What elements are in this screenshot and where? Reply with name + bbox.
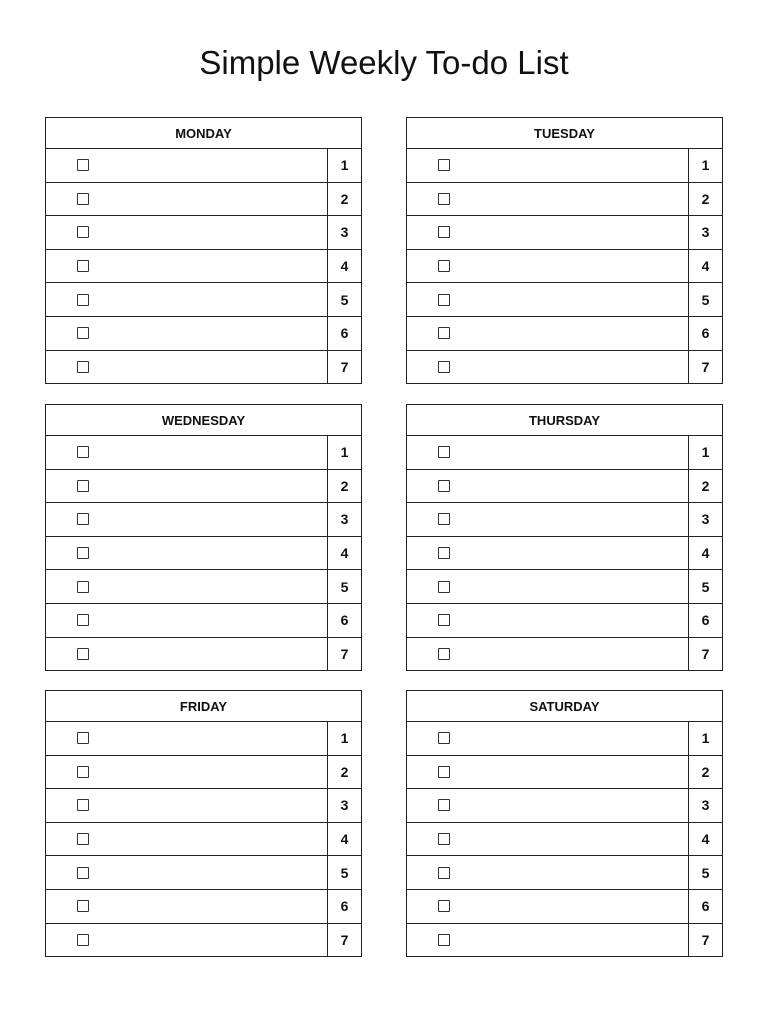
task-entry-field[interactable] <box>407 470 689 503</box>
task-checkbox[interactable] <box>77 159 89 171</box>
wednesday-table <box>45 404 362 671</box>
task-number: 7 <box>701 932 710 949</box>
task-number: 4 <box>340 545 349 562</box>
task-row <box>407 470 722 504</box>
task-entry-field[interactable] <box>46 856 328 889</box>
task-number: 5 <box>340 578 349 595</box>
task-row <box>407 351 722 385</box>
task-entry-field[interactable] <box>46 436 328 469</box>
task-checkbox[interactable] <box>77 193 89 205</box>
task-checkbox[interactable] <box>77 614 89 626</box>
task-row <box>407 537 722 571</box>
task-row <box>46 604 361 638</box>
task-number: 3 <box>701 797 710 814</box>
task-checkbox[interactable] <box>77 934 89 946</box>
task-row <box>407 823 722 857</box>
task-checkbox[interactable] <box>438 934 450 946</box>
task-checkbox[interactable] <box>438 648 450 660</box>
task-entry-field[interactable] <box>46 283 328 316</box>
task-row <box>407 283 722 317</box>
task-row <box>407 856 722 890</box>
monday-header: MONDAY <box>46 118 361 149</box>
task-checkbox[interactable] <box>438 159 450 171</box>
task-entry-field[interactable] <box>46 216 328 249</box>
task-checkbox[interactable] <box>438 547 450 559</box>
task-number: 6 <box>340 898 349 915</box>
tuesday-header: TUESDAY <box>407 118 722 149</box>
task-row <box>46 216 361 250</box>
task-checkbox[interactable] <box>77 547 89 559</box>
task-checkbox[interactable] <box>438 900 450 912</box>
task-row <box>46 856 361 890</box>
task-number: 5 <box>340 291 349 308</box>
task-entry-field[interactable] <box>407 537 689 570</box>
task-number: 3 <box>701 224 710 241</box>
task-entry-field[interactable] <box>407 570 689 603</box>
task-entry-field[interactable] <box>407 351 689 385</box>
task-checkbox[interactable] <box>438 260 450 272</box>
task-entry-field[interactable] <box>407 250 689 283</box>
task-row <box>407 604 722 638</box>
task-number: 1 <box>701 444 710 461</box>
task-number: 2 <box>701 477 710 494</box>
task-entry-field[interactable] <box>46 638 328 672</box>
task-row <box>407 890 722 924</box>
task-entry-field[interactable] <box>46 756 328 789</box>
task-number: 2 <box>340 763 349 780</box>
task-checkbox[interactable] <box>438 614 450 626</box>
task-row <box>46 638 361 672</box>
task-number: 3 <box>340 797 349 814</box>
thursday-table <box>406 404 723 671</box>
task-entry-field[interactable] <box>407 756 689 789</box>
task-row <box>46 890 361 924</box>
task-number: 2 <box>701 763 710 780</box>
task-entry-field[interactable] <box>407 823 689 856</box>
task-row <box>407 570 722 604</box>
task-row <box>407 149 722 183</box>
task-number: 4 <box>701 545 710 562</box>
task-number: 2 <box>340 190 349 207</box>
task-entry-field[interactable] <box>46 537 328 570</box>
task-checkbox[interactable] <box>77 799 89 811</box>
thursday-header: THURSDAY <box>407 405 722 436</box>
task-row <box>407 638 722 672</box>
task-row <box>46 351 361 385</box>
task-checkbox[interactable] <box>77 260 89 272</box>
task-row <box>407 250 722 284</box>
task-entry-field[interactable] <box>407 149 689 182</box>
task-checkbox[interactable] <box>77 867 89 879</box>
task-checkbox[interactable] <box>438 327 450 339</box>
task-checkbox[interactable] <box>438 799 450 811</box>
task-entry-field[interactable] <box>407 436 689 469</box>
task-checkbox[interactable] <box>77 446 89 458</box>
task-number: 3 <box>340 511 349 528</box>
task-row <box>46 503 361 537</box>
task-entry-field[interactable] <box>407 789 689 822</box>
task-checkbox[interactable] <box>77 900 89 912</box>
task-number: 7 <box>340 932 349 949</box>
task-checkbox[interactable] <box>438 361 450 373</box>
task-row <box>407 436 722 470</box>
task-row <box>46 823 361 857</box>
task-number: 7 <box>340 646 349 663</box>
task-number: 1 <box>340 157 349 174</box>
task-checkbox[interactable] <box>438 513 450 525</box>
task-checkbox[interactable] <box>77 833 89 845</box>
task-number: 5 <box>701 864 710 881</box>
task-checkbox[interactable] <box>438 193 450 205</box>
task-entry-field[interactable] <box>407 604 689 637</box>
task-checkbox[interactable] <box>438 581 450 593</box>
task-entry-field[interactable] <box>407 856 689 889</box>
task-entry-field[interactable] <box>407 317 689 350</box>
task-checkbox[interactable] <box>438 766 450 778</box>
task-row <box>46 756 361 790</box>
task-number: 6 <box>701 612 710 629</box>
task-entry-field[interactable] <box>46 722 328 755</box>
task-row <box>46 570 361 604</box>
task-number: 6 <box>340 612 349 629</box>
task-checkbox[interactable] <box>438 294 450 306</box>
task-entry-field[interactable] <box>46 604 328 637</box>
task-entry-field[interactable] <box>46 570 328 603</box>
task-checkbox[interactable] <box>77 766 89 778</box>
task-row <box>407 216 722 250</box>
task-entry-field[interactable] <box>407 183 689 216</box>
task-row <box>46 789 361 823</box>
task-row <box>407 722 722 756</box>
task-number: 4 <box>701 258 710 275</box>
task-number: 1 <box>340 730 349 747</box>
task-row <box>407 503 722 537</box>
task-number: 6 <box>701 325 710 342</box>
task-checkbox[interactable] <box>77 226 89 238</box>
task-number: 2 <box>701 190 710 207</box>
task-number: 1 <box>701 730 710 747</box>
task-entry-field[interactable] <box>46 317 328 350</box>
task-row <box>46 537 361 571</box>
task-number: 4 <box>701 831 710 848</box>
task-checkbox[interactable] <box>438 480 450 492</box>
task-number: 7 <box>701 646 710 663</box>
task-number: 6 <box>701 898 710 915</box>
task-checkbox[interactable] <box>77 513 89 525</box>
task-checkbox[interactable] <box>77 648 89 660</box>
wednesday-header: WEDNESDAY <box>46 405 361 436</box>
page-title: Simple Weekly To-do List <box>199 44 569 81</box>
friday-table <box>45 690 362 957</box>
task-number: 6 <box>340 325 349 342</box>
task-entry-field[interactable] <box>407 216 689 249</box>
task-checkbox[interactable] <box>438 226 450 238</box>
task-entry-field[interactable] <box>46 149 328 182</box>
saturday-table <box>406 690 723 957</box>
task-number: 4 <box>340 831 349 848</box>
task-entry-field[interactable] <box>46 250 328 283</box>
task-number: 7 <box>340 359 349 376</box>
task-checkbox[interactable] <box>77 581 89 593</box>
task-checkbox[interactable] <box>438 732 450 744</box>
task-checkbox[interactable] <box>438 867 450 879</box>
task-entry-field[interactable] <box>46 789 328 822</box>
task-row <box>407 317 722 351</box>
task-entry-field[interactable] <box>407 503 689 536</box>
task-entry-field[interactable] <box>46 503 328 536</box>
task-number: 3 <box>340 224 349 241</box>
task-row <box>46 436 361 470</box>
task-entry-field[interactable] <box>46 470 328 503</box>
task-row <box>46 722 361 756</box>
tuesday-table <box>406 117 723 384</box>
friday-header: FRIDAY <box>46 691 361 722</box>
task-row <box>407 924 722 958</box>
task-row <box>46 317 361 351</box>
task-row <box>407 756 722 790</box>
task-entry-field[interactable] <box>46 351 328 385</box>
task-row <box>46 924 361 958</box>
task-checkbox[interactable] <box>77 294 89 306</box>
task-entry-field[interactable] <box>46 924 328 958</box>
task-entry-field[interactable] <box>407 283 689 316</box>
task-row <box>46 183 361 217</box>
task-checkbox[interactable] <box>438 833 450 845</box>
task-number: 5 <box>701 578 710 595</box>
task-row <box>407 183 722 217</box>
task-row <box>407 789 722 823</box>
task-number: 7 <box>701 359 710 376</box>
task-entry-field[interactable] <box>407 924 689 958</box>
task-row <box>46 470 361 504</box>
task-entry-field[interactable] <box>407 638 689 672</box>
task-entry-field[interactable] <box>46 890 328 923</box>
saturday-header: SATURDAY <box>407 691 722 722</box>
task-entry-field[interactable] <box>46 823 328 856</box>
task-number: 2 <box>340 477 349 494</box>
task-checkbox[interactable] <box>77 361 89 373</box>
task-entry-field[interactable] <box>407 722 689 755</box>
task-checkbox[interactable] <box>77 480 89 492</box>
task-number: 3 <box>701 511 710 528</box>
task-row <box>46 283 361 317</box>
task-number: 1 <box>340 444 349 461</box>
task-number: 5 <box>340 864 349 881</box>
task-number: 4 <box>340 258 349 275</box>
monday-table <box>45 117 362 384</box>
task-number: 5 <box>701 291 710 308</box>
task-checkbox[interactable] <box>438 446 450 458</box>
task-checkbox[interactable] <box>77 732 89 744</box>
task-entry-field[interactable] <box>407 890 689 923</box>
task-number: 1 <box>701 157 710 174</box>
task-row <box>46 250 361 284</box>
task-row <box>46 149 361 183</box>
task-checkbox[interactable] <box>77 327 89 339</box>
task-entry-field[interactable] <box>46 183 328 216</box>
